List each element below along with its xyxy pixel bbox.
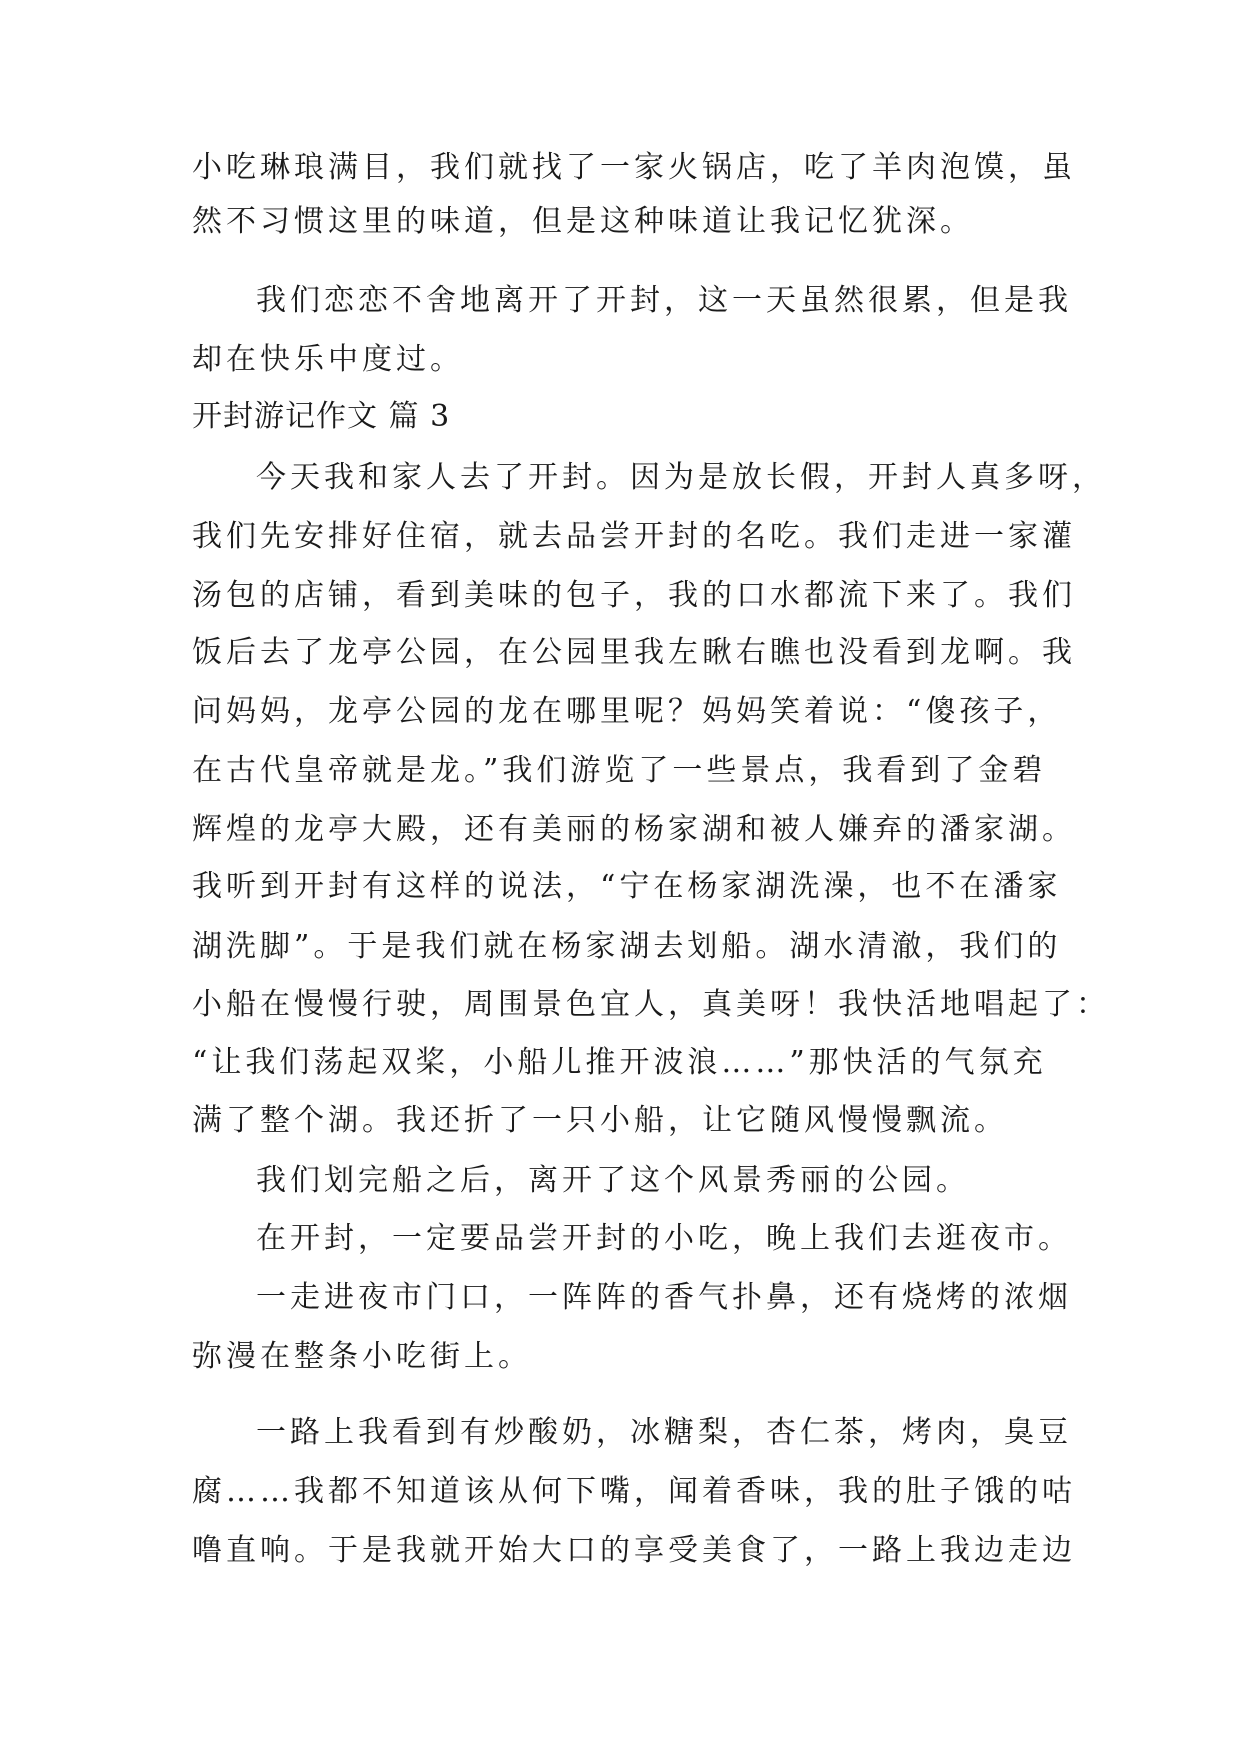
text-line: 腐……我都不知道该从何下嘴，闻着香味，我的肚子饿的咕 bbox=[192, 1474, 1076, 1509]
text-line: 汤包的店铺，看到美味的包子，我的口水都流下来了。我们 bbox=[192, 578, 1076, 613]
text-line: 饭后去了龙亭公园，在公园里我左瞅右瞧也没看到龙啊。我 bbox=[192, 635, 1076, 670]
text-line: 小吃琳琅满目，我们就找了一家火锅店，吃了羊肉泡馍，虽 bbox=[192, 150, 1076, 185]
section-heading: 开封游记作文 篇 3 bbox=[192, 399, 451, 434]
text-line: 问妈妈，龙亭公园的龙在哪里呢？妈妈笑着说：“傻孩子， bbox=[192, 694, 1062, 729]
text-line: 小船在慢慢行驶，周围景色宜人，真美呀！我快活地唱起了： bbox=[192, 987, 1110, 1022]
text-line: “让我们荡起双桨，小船儿推开波浪……”那快活的气氛充 bbox=[192, 1045, 1047, 1080]
text-line: 我听到开封有这样的说法，“宁在杨家湖洗澡，也不在潘家 bbox=[192, 869, 1062, 904]
text-line: 湖洗脚”。于是我们就在杨家湖去划船。湖水清澈，我们的 bbox=[192, 929, 1062, 964]
text-line: 我们先安排好住宿，就去品尝开封的名吃。我们走进一家灌 bbox=[192, 519, 1076, 554]
text-line: 弥漫在整条小吃街上。 bbox=[192, 1339, 532, 1374]
text-line: 一走进夜市门口，一阵阵的香气扑鼻，还有烧烤的浓烟 bbox=[256, 1280, 1072, 1315]
text-line: 一路上我看到有炒酸奶，冰糖梨，杏仁茶，烤肉，臭豆 bbox=[256, 1415, 1072, 1450]
text-line: 我们划完船之后，离开了这个风景秀丽的公园。 bbox=[256, 1163, 970, 1198]
text-line: 噜直响。于是我就开始大口的享受美食了，一路上我边走边 bbox=[192, 1533, 1076, 1568]
text-line: 满了整个湖。我还折了一只小船，让它随风慢慢飘流。 bbox=[192, 1103, 1008, 1138]
text-line: 在开封，一定要品尝开封的小吃，晚上我们去逛夜市。 bbox=[256, 1221, 1072, 1256]
text-line: 在古代皇帝就是龙。”我们游览了一些景点，我看到了金碧 bbox=[192, 753, 1047, 788]
text-line: 今天我和家人去了开封。因为是放长假，开封人真多呀， bbox=[256, 460, 1106, 495]
text-line: 却在快乐中度过。 bbox=[192, 342, 464, 377]
text-line: 辉煌的龙亭大殿，还有美丽的杨家湖和被人嫌弃的潘家湖。 bbox=[192, 812, 1076, 847]
text-line: 然不习惯这里的味道，但是这种味道让我记忆犹深。 bbox=[192, 204, 974, 239]
text-line: 我们恋恋不舍地离开了开封，这一天虽然很累，但是我 bbox=[256, 283, 1072, 318]
